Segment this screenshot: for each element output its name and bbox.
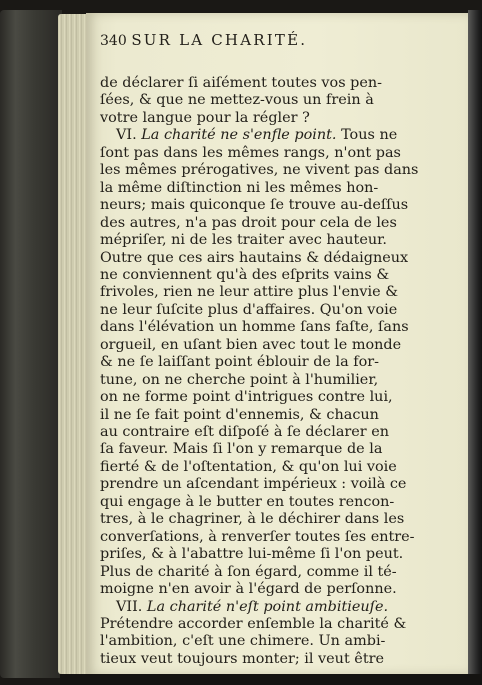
book-page xyxy=(86,13,468,675)
text-line: les mêmes prérogatives, ne vivent pas dans xyxy=(100,162,419,179)
right-page-edge xyxy=(468,10,482,675)
bottom-shadow xyxy=(60,674,482,685)
text-line: des autres, n'a pas droit pour cela de les xyxy=(100,214,397,231)
text-line: ne conviennent qu'à des eſprits vains & xyxy=(100,266,390,283)
text-line: tres, à le chagriner, à le déchirer dans les xyxy=(100,511,405,528)
text-line: tune, on ne cherche point à l'humilier, xyxy=(100,371,379,388)
text-line: au contraire eſt diſpoſé à ſe déclarer en xyxy=(100,424,390,440)
text-line: ſées, & que ne mettez-vous un frein à xyxy=(100,92,374,109)
text-line: votre langue pour la régler ? xyxy=(100,109,310,126)
text-line: fierté & de l'oſtentation, & qu'on lui voie xyxy=(100,458,397,475)
text-line: frivoles, rien ne leur attire plus l'envie & xyxy=(100,284,399,301)
text-line: l'ambition, c'eſt une chimere. Un ambi- xyxy=(100,633,386,650)
text-line: qui engage à le butter en toutes rencon- xyxy=(100,493,395,510)
text-line: neurs; mais quiconque ſe trouve au-deſſus xyxy=(100,197,409,214)
text-line: tieux veut toujours monter; il veut être xyxy=(100,650,385,667)
page-edges xyxy=(58,14,88,674)
text-line: Outre que ces airs hautains & dédaigneux xyxy=(100,249,409,266)
text-line: la même diſtinction ni les mêmes hon- xyxy=(100,179,379,196)
page-number: 340 xyxy=(100,33,127,49)
text-line: ſa faveur. Mais ſi l'on y remarque de la xyxy=(100,441,383,458)
running-title: SUR LA CHARITÉ. xyxy=(131,31,308,49)
text-line: Prétendre accorder enſemble la charité & xyxy=(100,615,407,632)
text-line: mépriſer, ni de les traiter avec hauteur. xyxy=(100,232,387,249)
text-line: il ne ſe fait point d'ennemis, & chacun xyxy=(100,406,379,423)
text-line: de déclarer ſi aiſément toutes vos pen- xyxy=(100,75,383,91)
text-line: priſes, & à l'abattre lui-même ſi l'on peut. xyxy=(100,546,404,563)
section-heading: La charité ne s'enfle point. xyxy=(141,127,337,144)
text-line: on ne forme point d'intrigues contre lui, xyxy=(100,389,393,406)
text-line: & ne ſe laiſſant point éblouir de la for- xyxy=(100,354,380,371)
text-line: ne leur ſuſcite plus d'affaires. Qu'on voie xyxy=(100,301,398,318)
text-line: dans l'élévation un homme ſans faſte, ſans xyxy=(100,319,409,336)
section-heading: La charité n'eſt point ambitieuſe. xyxy=(146,598,389,615)
text-line: converſations, à renverſer toutes ſes entre- xyxy=(100,528,415,545)
text-line: moigne n'en avoir à l'égard de perſonne. xyxy=(100,581,397,598)
page-text xyxy=(86,13,468,675)
text-line: ſont pas dans les mêmes rangs, n'ont pas xyxy=(100,144,401,161)
text-line: Plus de charité à ſon égard, comme il té- xyxy=(100,563,397,580)
text-line: VII. La charité n'eſt point ambitieuſe. xyxy=(116,598,389,615)
text-line: prendre un aſcendant impérieux : voilà ce xyxy=(100,476,407,493)
text-line: orgueil, en uſant bien avec tout le monde xyxy=(100,336,402,353)
book-cover-edge xyxy=(0,10,62,678)
page-header xyxy=(100,31,440,50)
text-line: VI. La charité ne s'enfle point. Tous ne xyxy=(116,127,398,144)
